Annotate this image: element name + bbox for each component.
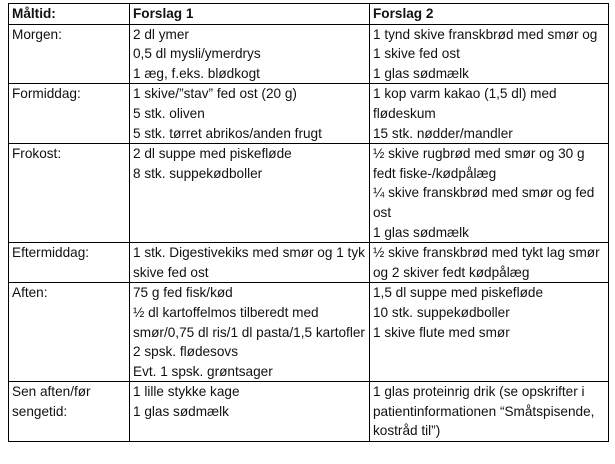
header-meal: Måltid: (9, 4, 130, 25)
food-item: 2 spsk. flødesovs (133, 344, 239, 360)
meal-name-cell: Formiddag: (9, 84, 130, 144)
food-item: 1 lille stykke kage (133, 384, 240, 400)
table-header-row (9, 4, 609, 25)
food-item: ½ skive franskbrød med tykt lag smør og 2 skiver fedt kødpålæg (373, 245, 600, 280)
food-item: 1 kop varm kakao (1,5 dl) med flødeskum (373, 86, 557, 121)
food-item: ½ dl kartoffelmos tilberedt med smør/0,75 dl ris/1 dl pasta/1,5 kartofler (133, 304, 365, 340)
food-item: ½ skive rugbrød med smør og 30 g fedt fiske-/kødpålæg (373, 146, 585, 181)
table-row (9, 24, 609, 84)
option-2-cell (370, 144, 609, 243)
food-item: 2 dl ymer (133, 26, 189, 42)
food-item: 10 stk. suppekødboller (373, 304, 510, 320)
header-option-2: Forslag 2 (370, 4, 609, 25)
meal-name-cell: Frokost: (9, 144, 130, 243)
table-row (9, 283, 609, 382)
food-item: 1,5 dl suppe med piskefløde (373, 285, 544, 301)
option-2-cell (370, 283, 609, 382)
option-1-cell (130, 84, 370, 144)
meal-name-cell: Eftermiddag: (9, 243, 130, 283)
food-item: 1 glas proteinrig drik (se opskrifter i patientinformationen “Småtspisende, kostråd til”) (373, 384, 595, 439)
food-item: 15 stk. nødder/mandler (373, 125, 513, 141)
food-item: 5 stk. tørret abrikos/anden frugt (133, 125, 322, 141)
option-2-cell (370, 84, 609, 144)
food-item: Evt. 1 spsk. grøntsager (133, 363, 273, 379)
food-item: 1 glas sødmælk (373, 224, 469, 240)
food-item: 1 tynd skive franskbrød med smør og 1 skive fed ost (373, 26, 598, 62)
option-1-cell (130, 144, 370, 243)
food-item: ¼ skive franskbrød med smør og fed ost (373, 185, 595, 220)
food-item: 75 g fed fisk/kød (133, 285, 233, 301)
option-1-cell (130, 283, 370, 382)
food-item: 5 stk. oliven (133, 105, 205, 121)
option-1-cell (130, 382, 370, 442)
food-item: 1 stk. Digestivekiks med smør og 1 tyk skive fed ost (133, 245, 365, 280)
food-item: 1 glas sødmælk (373, 65, 469, 81)
option-2-cell (370, 243, 609, 283)
option-2-cell (370, 24, 609, 84)
option-1-cell (130, 24, 370, 84)
meal-name-cell: Sen aften/før sengetid: (9, 382, 130, 442)
meal-name-cell: Morgen: (9, 24, 130, 84)
table-row (9, 243, 609, 283)
table-row (9, 144, 609, 243)
food-item: 1 skive/”stav” fed ost (20 g) (133, 86, 297, 102)
table-body (9, 24, 609, 441)
option-1-cell (130, 243, 370, 283)
food-item: 1 glas sødmælk (133, 403, 229, 419)
meal-name-cell: Aften: (9, 283, 130, 382)
meal-plan-table (8, 3, 609, 442)
table-row (9, 382, 609, 442)
option-2-cell (370, 382, 609, 442)
food-item: 1 æg, f.eks. blødkogt (133, 65, 260, 81)
header-option-1: Forslag 1 (130, 4, 370, 25)
food-item: 8 stk. suppekødboller (133, 165, 263, 181)
food-item: 2 dl suppe med piskefløde (133, 146, 292, 162)
food-item: 1 skive flute med smør (373, 324, 510, 340)
table-row (9, 84, 609, 144)
food-item: 0,5 dl mysli/ymerdrys (133, 46, 261, 62)
